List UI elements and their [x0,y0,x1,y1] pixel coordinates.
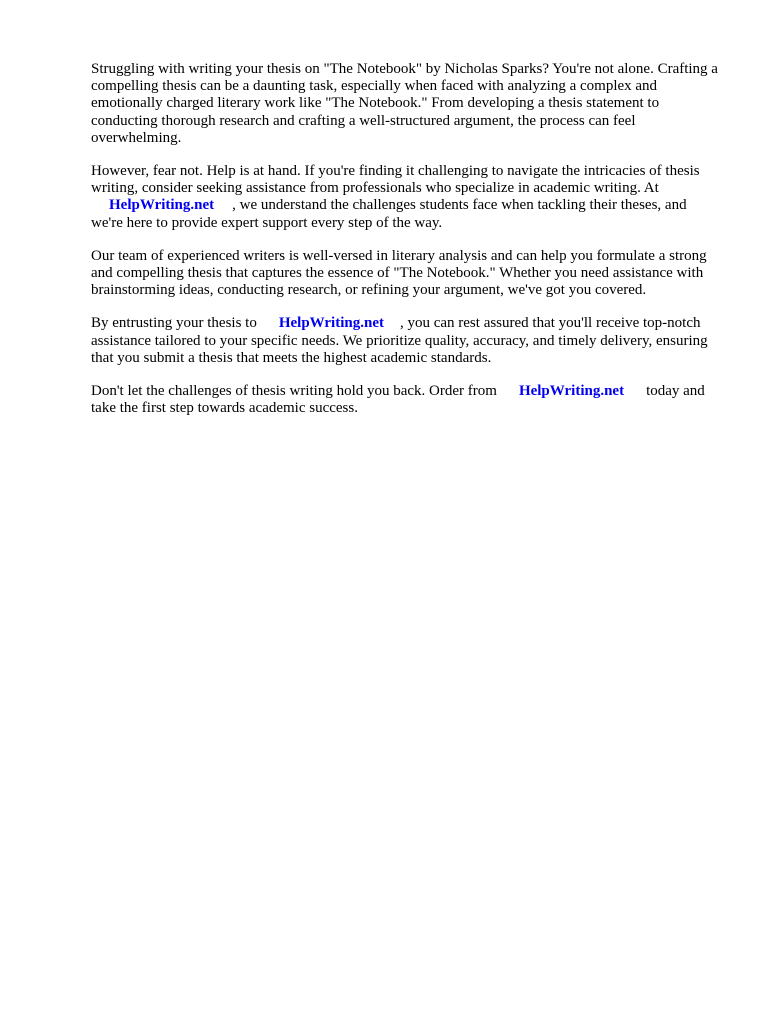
helpwriting-link[interactable]: HelpWriting.net [278,315,384,332]
helpwriting-link[interactable]: HelpWriting.net [518,383,625,400]
help-paragraph-text-before: However, fear not. Help is at hand. If you're finding it challenging to navigate the intricacies of thesis writing, consider seeking assistance from professionals who specialize in academic writing. At [91,163,700,197]
team-paragraph: Our team of experienced writers is well-versed in literary analysis and can help you formulate a strong and compelling thesis that captures the essence of "The Notebook." Whether you need assistance with brainstorming ideas, conducting research, or refining your argument, we've got you covered. [91,247,707,299]
entrust-paragraph [91,315,721,367]
order-paragraph-text-after: today and take the first step towards academic success. [91,383,705,417]
help-paragraph-text-after: , we understand the challenges students face when tackling their theses, and we're here to provide expert support every step of the way. [91,197,687,231]
entrust-paragraph-text-before: By entrusting your thesis to [91,315,257,332]
order-paragraph-text-before: Don't let the challenges of thesis writing hold you back. Order from [91,383,497,400]
order-paragraph [91,383,721,417]
help-paragraph [91,163,721,232]
intro-paragraph: Struggling with writing your thesis on "The Notebook" by Nicholas Sparks? You're not alone. Crafting a compelling thesis can be a daunting task, especially when faced with analyzing a complex and emotionally charged literary work like "The Notebook." From developing a thesis statement to conducting thorough research and crafting a well-structured argument, the process can feel overwhelming. [91,61,718,146]
helpwriting-link[interactable]: HelpWriting.net [109,197,215,214]
entrust-paragraph-text-after: , you can rest assured that you'll receive top-notch assistance tailored to your specific needs. We prioritize quality, accuracy, and timely delivery, ensuring that you submit a thesis that meets the highest academic standards. [91,315,708,366]
document-body [91,61,721,433]
